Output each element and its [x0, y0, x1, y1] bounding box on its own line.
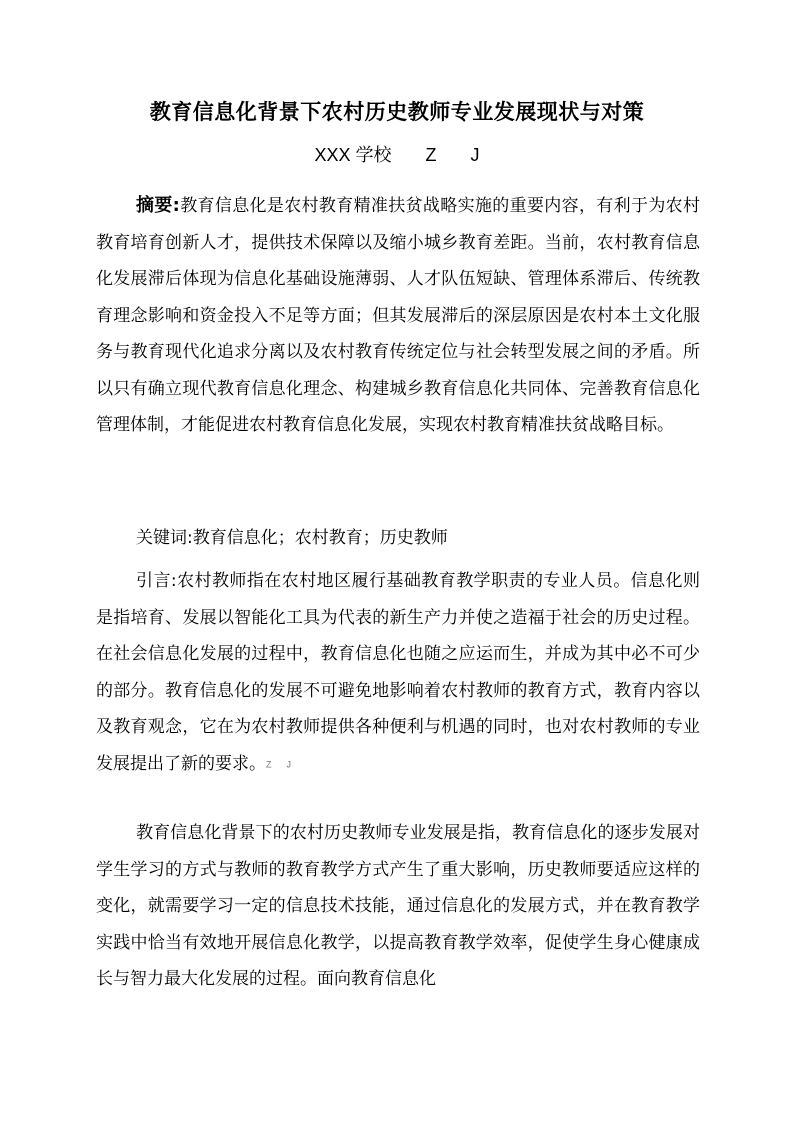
keywords-paragraph — [96, 520, 700, 557]
body-paragraph-2: 教育信息化背景下的农村历史教师专业发展是指，教育信息化的逐步发展对学生学习的方式与教师的教育教学方式产生了重大影响，历史教师要适应这样的变化，就需要学习一定的信息技术技能，通过信息化的发展方式，并在教育教学实践中恰当有效地开展信息化教学，以提高教育教学效率，促使学生身心健康成长与智力最大化发展的过程。面向教育信息化 — [96, 823, 700, 989]
introduction-label: 引言: — [136, 571, 177, 591]
keywords-text: 教育信息化；农村教育；历史教师 — [192, 528, 448, 548]
author-line — [0, 142, 794, 168]
document-title: 教育信息化背景下农村历史教师专业发展现状与对策 — [149, 100, 645, 124]
keywords-label: 关键词: — [136, 528, 193, 548]
author-school: XXX 学校 — [314, 145, 392, 165]
author-initial-1: Z — [425, 145, 437, 165]
introduction-paragraph — [96, 563, 700, 782]
abstract-text: 教育信息化是农村教育精准扶贫战略实施的重要内容，有利于为农村教育培育创新人才，提供技术保障以及缩小城乡教育差距。当前，农村教育信息化发展滞后体现为信息化基础设施薄弱、人才队伍短缺、管理体系滞后、传统教育理念影响和资金投入不足等方面；但其发展滞后的深层原因是农村本土文化服务与教育现代化追求分离以及农村教育传统定位与社会转型发展之间的矛盾。所以只有确立现代教育信息化理念、构建城乡教育信息化共同体、完善教育信息化管理体制，才能促进农村教育信息化发展，实现农村教育精准扶贫战略目标。 — [96, 196, 700, 435]
author-initial-2: J — [470, 145, 480, 165]
abstract-paragraph — [96, 188, 700, 444]
abstract-label: 摘要: — [136, 195, 180, 216]
introduction-text: 农村教师指在农村地区履行基础教育教学职责的专业人员。信息化则是指培育、发展以智能化工具为代表的新生产力并使之造福于社会的历史过程。在社会信息化发展的过程中，教育信息化也随之应运而生，并成为其中必不可少的部分。教育信息化的发展不可避免地影响着农村教师的教育方式，教育内容以及教育观念，它在为农村教师提供各种便利与机遇的同时，也对农村教师的专业发展提出了新的要求。 — [96, 571, 700, 774]
watermark-initials: Z J — [266, 758, 292, 769]
